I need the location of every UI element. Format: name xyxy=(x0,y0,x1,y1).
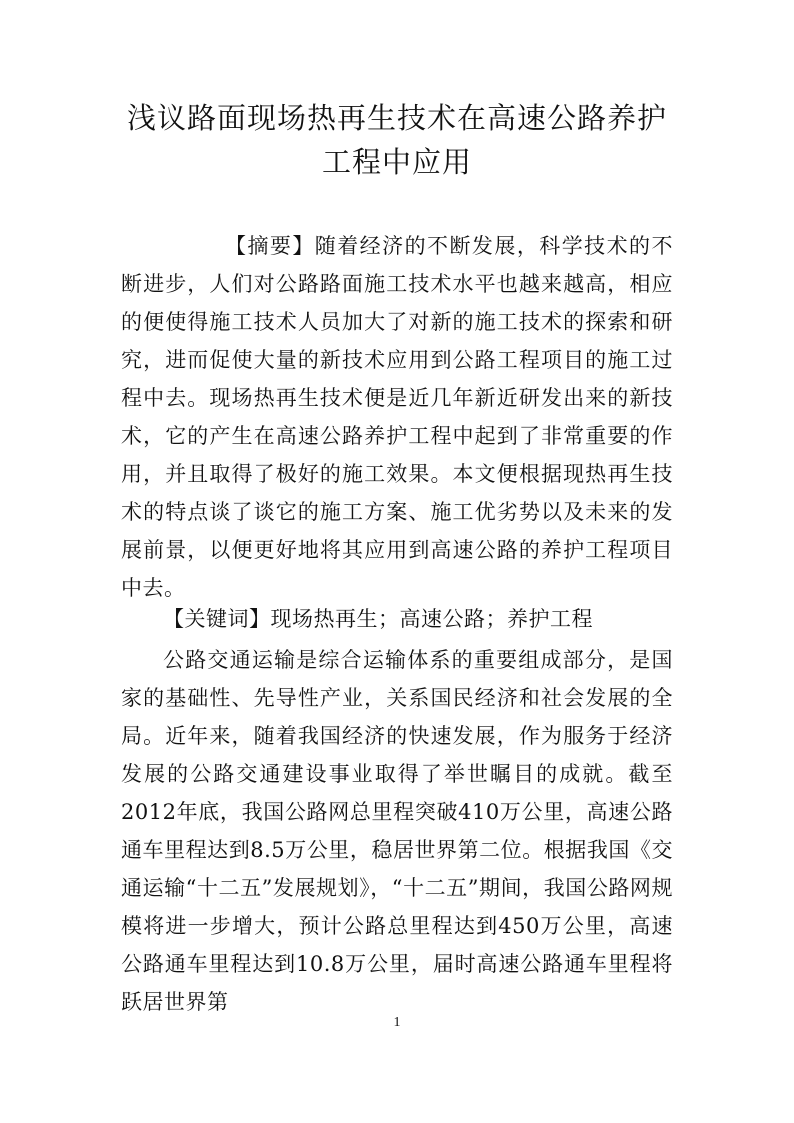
document-title xyxy=(120,96,674,184)
abstract-paragraph: 【摘要】随着经济的不断发展，科学技术的不断进步，人们对公路路面施工技术水平也越来越高，相应的便使得施工技术人员加大了对新的施工技术的探索和研究，进而促使大量的新技术应用到公路工程项目的施工过程中去。现场热再生技术便是近几年新近研发出来的新技术，它的产生在高速公路养护工程中起到了非常重要的作用，并且取得了极好的施工效果。本文便根据现热再生技术的特点谈了谈它的施工方案、施工优劣势以及未来的发展前景，以便更好地将其应用到高速公路的养护工程项目中去。 xyxy=(121,234,673,600)
page-number: 1 xyxy=(393,1015,401,1030)
intro-paragraph: 公路交通运输是综合运输体系的重要组成部分，是国家的基础性、先导性产业，关系国民经济和社会发展的全局。近年来，随着我国经济的快速发展，作为服务于经济发展的公路交通建设事业取得了举世瞩目的成就。截至2012年底，我国公路网总里程突破410万公里，高速公路通车里程达到8.5万公里，稳居世界第二位。根据我国《交通运输“十二五”发展规划》，“十二五”期间，我国公路网规模将进一步增大，预计公路总里程达到450万公里，高速公路通车里程达到10.8万公里，届时高速公路通车里程将跃居世界第 xyxy=(121,648,673,1014)
title-line-2: 工程中应用 xyxy=(321,145,472,179)
keywords-paragraph: 【关键词】现场热再生；高速公路；养护工程 xyxy=(163,607,593,631)
title-line-1: 浅议路面现场热再生技术在高速公路养护 xyxy=(126,101,667,135)
